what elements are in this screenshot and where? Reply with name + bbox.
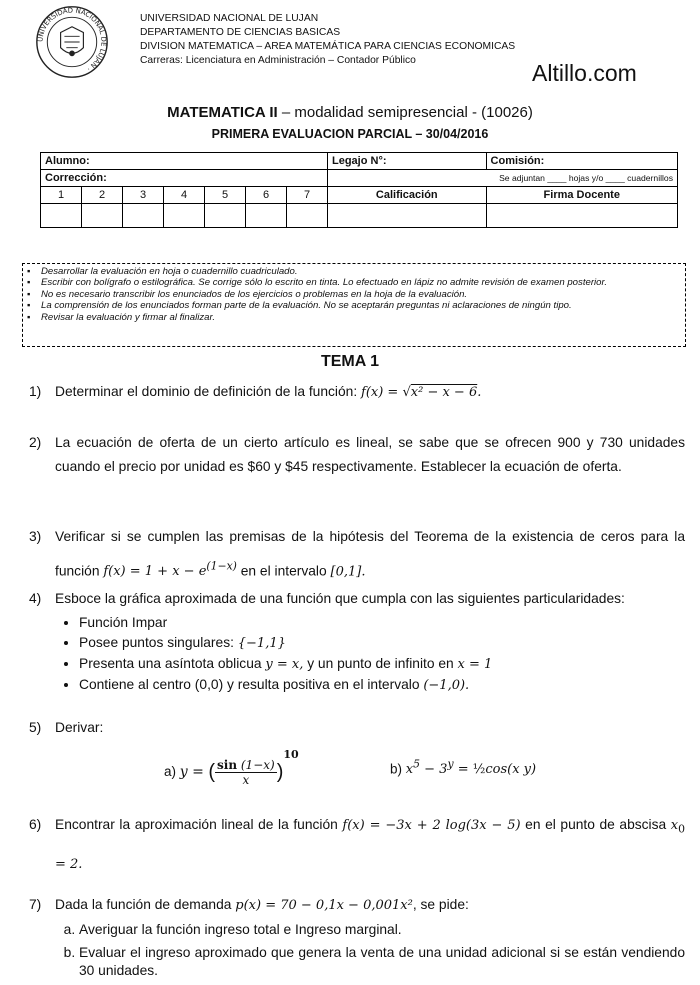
score-cell[interactable]: [246, 204, 287, 228]
question-7: 7) Dada la función de demanda p(x) = 70 − 0,1x − 0,001x², se pide: a. Averiguar la función ingreso total e Ingreso marginal. b. Evaluar el ingreso aproximado que genera la venta de una unidad adicional si se están vendiendo 30 unidades.: [29, 893, 685, 980]
score-cell[interactable]: [41, 204, 82, 228]
question-3: 3) Verificar si se cumplen las premisas de la hipótesis del Teorema de la existencia de ceros para la función $f(x) = 1 + x - e^{(1-x)}$ en el intervalo [0,1].: [29, 529, 685, 580]
university-name: UNIVERSIDAD NACIONAL DE LUJAN: [140, 13, 319, 24]
list-item: a. Averiguar la función ingreso total e Ingreso marginal.: [79, 918, 685, 941]
rule-item: ▪ La comprensión de los enunciados forman parte de la evaluación. No se aceptarán preguntas ni aclaraciones de ningún tipo.: [27, 300, 683, 311]
calificacion-header: Calificación: [328, 187, 487, 204]
score-col-header: 3: [123, 187, 164, 204]
list-item: • Función Impar: [79, 613, 685, 633]
rule-item: ▪ Escribir con bolígrafo o estilográfica. Se corrige sólo lo escrito en tinta. Lo efectuado en lápiz no admite revisión de examen posterior.: [27, 277, 683, 288]
score-cell[interactable]: [82, 204, 123, 228]
score-col-header: 4: [164, 187, 205, 204]
score-cell[interactable]: [164, 204, 205, 228]
alumno-field[interactable]: Alumno:: [41, 153, 328, 170]
score-col-header: 5: [205, 187, 246, 204]
question-5: 5) Derivar:: [29, 720, 104, 735]
score-cell[interactable]: [205, 204, 246, 228]
list-item: b. Evaluar el ingreso aproximado que genera la venta de una unidad adicional si se están vendiendo 30 unidades.: [79, 941, 685, 980]
score-col-header: 6: [246, 187, 287, 204]
legajo-field[interactable]: Legajo N°:: [328, 153, 487, 170]
department-name: DEPARTAMENTO DE CIENCIAS BASICAS: [140, 27, 341, 38]
adjuntan-note: Se adjuntan ____ hojas y/o ____ cuadernillos: [328, 170, 678, 187]
rule-item: ▪ Revisar la evaluación y firmar al finalizar.: [27, 312, 683, 323]
q1-formula: f: [361, 385, 366, 400]
q3-formula: $f(x) = 1 + x - e^{(1-x)}$: [103, 560, 237, 580]
score-col-header: 1: [41, 187, 82, 204]
derivative-a: a) y = ( $\frac{\sin (1-x)}{x}$ )$^{10}$: [164, 748, 299, 787]
comision-field[interactable]: Comisión:: [486, 153, 677, 170]
watermark-text: Altillo.com: [532, 60, 637, 86]
list-item: • Posee puntos singulares: {−1,1}: [79, 633, 685, 654]
list-item: • Presenta una asíntota oblicua y = x, y un punto de infinito en x = 1: [79, 654, 685, 675]
derivative-b: b) $x^5 - 3^y$ = ½cos(x y): [390, 758, 537, 778]
university-seal-icon: [34, 4, 110, 80]
svg-text:UNIVERSIDAD NACIONAL DE LUJAN: UNIVERSIDAD NACIONAL DE LUJAN ·: [36, 6, 108, 73]
firma-header: Firma Docente: [486, 187, 677, 204]
division-name: DIVISION MATEMATICA – AREA MATEMÁTICA PARA CIENCIAS ECONOMICAS: [140, 41, 516, 52]
calificacion-cell[interactable]: [328, 204, 487, 228]
q6-formula: f(x) = −3x + 2 log(3x − 5): [342, 818, 521, 833]
question-6: 6) Encontrar la aproximación lineal de la función f(x) = −3x + 2 log(3x − 5) en el punto de abscisa $x_0 = 2$.: [29, 817, 686, 872]
firma-cell[interactable]: [486, 204, 677, 228]
exam-rules-box: [22, 263, 686, 347]
q7-formula: p(x) = 70 − 0,1x − 0,001x²: [235, 898, 413, 913]
page-header: [20, 2, 690, 92]
exam-title: PRIMERA EVALUACION PARCIAL – 30/04/2016: [211, 127, 489, 141]
question-2: 2) La ecuación de oferta de un cierto artículo es lineal, se sabe que se ofrecen 900 y 730 unidades cuando el precio por unidad es $60 y $45 respectivamente. Establecer la ecuación de oferta.: [29, 435, 685, 474]
subject-title: MATEMATICA II – modalidad semipresencial - (10026): [167, 104, 533, 121]
correccion-label: Corrección:: [41, 170, 328, 187]
rule-item: ▪ No es necesario transcribir los enunciados de los ejercicios o problemas en la hoja de la evaluación.: [27, 289, 683, 300]
score-cell[interactable]: [287, 204, 328, 228]
list-item: • Contiene al centro (0,0) y resulta positiva en el intervalo (−1,0).: [79, 675, 685, 696]
student-info-table: [40, 152, 678, 228]
question-1: 1) Determinar el dominio de definición de la función: f(x) = √x² − x − 6.: [29, 384, 482, 400]
score-col-header: 2: [82, 187, 123, 204]
tema-heading: TEMA 1: [320, 353, 380, 370]
careers-line: Carreras: Licenciatura en Administración – Contador Público: [140, 55, 416, 66]
question-4: 4) Esboce la gráfica aproximada de una función que cumpla con las siguientes particularidades: • Función Impar • Posee puntos singulares: {−1,1} • Presenta una asíntota oblicua y = x, y un punto de infinito en x = 1 • Contiene al centro (0,0) y resulta positiva en el intervalo (−1,0).: [29, 587, 685, 696]
rule-item: ▪ Desarrollar la evaluación en hoja o cuadernillo cuadriculado.: [27, 266, 683, 277]
score-col-header: 7: [287, 187, 328, 204]
score-cell[interactable]: [123, 204, 164, 228]
